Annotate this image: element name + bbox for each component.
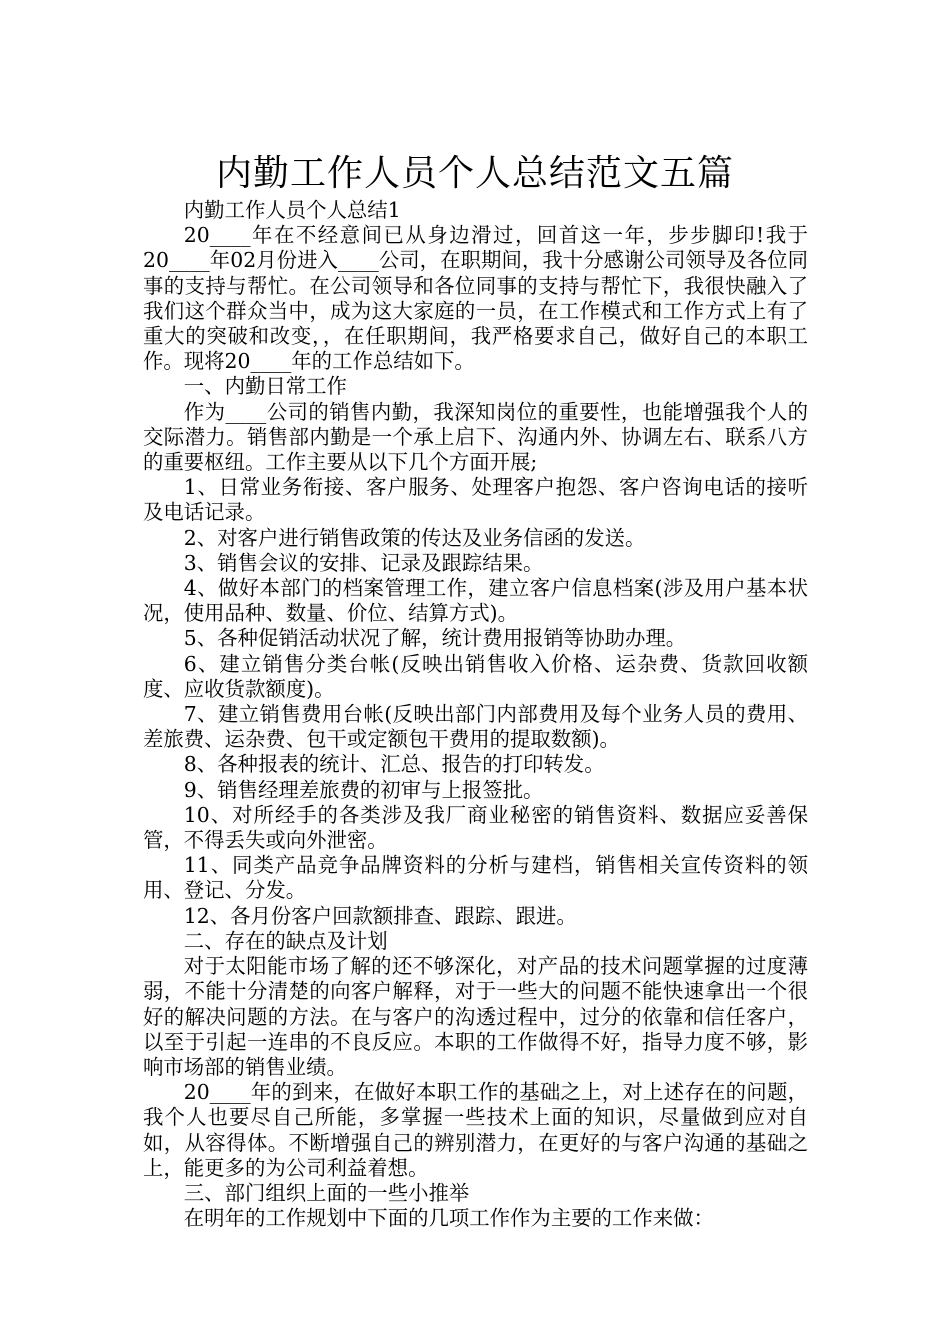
list-item: 12、各月份客户回款额排查、跟踪、跟进。 — [183, 903, 577, 928]
list-item: 9、销售经理差旅费的初审与上报签批。 — [183, 777, 544, 802]
list-item: 6、建立销售分类台帐(反映出销售收入价格、运杂费、货款回收额度、应收货款额度)。 — [143, 651, 808, 701]
list-item: 2、对客户进行销售政策的传达及业务信函的发送。 — [183, 525, 646, 550]
list-item: 4、做好本部门的档案管理工作，建立客户信息档案(涉及用户基本状况，使用品种、数量、价位、结算方式)。 — [143, 576, 808, 626]
paragraph: 在明年的工作规划中下面的几项工作作为主要的工作来做： — [183, 1206, 714, 1231]
section-heading: 三、部门组织上面的一些小推举 — [183, 1180, 470, 1205]
list-item: 10、对所经手的各类涉及我厂商业秘密的销售资料、数据应妥善保管，不得丢失或向外泄密。 — [143, 802, 808, 853]
list-item: 8、各种报表的统计、汇总、报告的打印转发。 — [183, 752, 605, 777]
paragraph: 20____年的到来，在做好本职工作的基础之上，对上述存在的问题，我个人也要尽自己所能，多掌握一些技术上面的知识，尽量做到应对自如，从容得体。不断增强自己的辨别潜力，在更好的与客户沟通的基础之上，能更多的为公司利益着想。 — [143, 1080, 808, 1180]
list-item: 3、销售会议的安排、记录及跟踪结果。 — [183, 550, 544, 575]
section-heading: 内勤工作人员个人总结1 — [183, 198, 401, 222]
section-heading: 一、内勤日常工作 — [183, 374, 347, 399]
section-heading: 二、存在的缺点及计划 — [183, 928, 388, 953]
page-title: 内勤工作人员个人总结范文五篇 — [215, 153, 734, 195]
list-item: 11、同类产品竞争品牌资料的分析与建档，销售相关宣传资料的领用、登记、分发。 — [143, 853, 808, 903]
list-item: 1、日常业务衔接、客户服务、处理客户抱怨、客户咨询电话的接听及电话记录。 — [143, 475, 808, 525]
document-body — [143, 198, 808, 1231]
paragraph: 20____年在不经意间已从身边滑过，回首这一年，步步脚印!我于20____年02月份进入____公司，在职期间，我十分感谢公司领导及各位同事的支持与帮忙。在公司领导和各位同事的支持与帮忙下，我很快融入了我们这个群众当中，成为这大家庭的一员，在工作模式和工作方式上有了重大的突破和改变，，在任职期间，我严格要求自己，做好自己的本职工作。现将20____年的工作总结如下。 — [143, 223, 808, 374]
list-item: 7、建立销售费用台帐(反映出部门内部费用及每个业务人员的费用、差旅费、运杂费、包干或定额包干费用的提取数额)。 — [143, 702, 808, 752]
paragraph: 作为____公司的销售内勤，我深知岗位的重要性，也能增强我个人的交际潜力。销售部内勤是一个承上启下、沟通内外、协调左右、联系八方的重要枢纽。工作主要从以下几个方面开展; — [143, 399, 808, 475]
paragraph: 对于太阳能市场了解的还不够深化，对产品的技术问题掌握的过度薄弱，不能十分清楚的向客户解释，对于一些大的问题不能快速拿出一个很好的解决问题的方法。在与客户的沟透过程中，过分的依靠和信任客户，以至于引起一连串的不良反应。本职的工作做得不好，指导力度不够，影响市场部的销售业绩。 — [143, 954, 808, 1079]
list-item: 5、各种促销活动状况了解，统计费用报销等协助办理。 — [183, 626, 687, 651]
